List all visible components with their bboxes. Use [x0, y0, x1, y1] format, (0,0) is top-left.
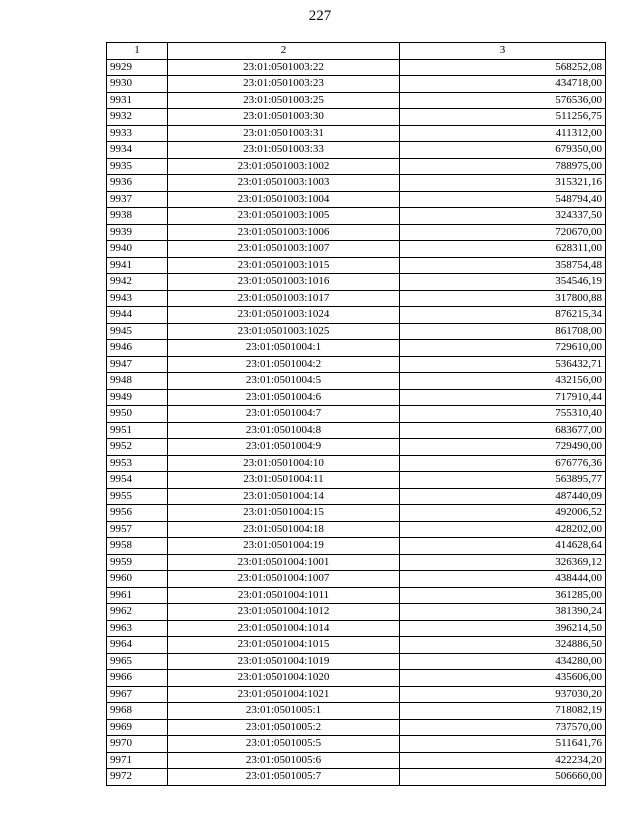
cadastral-number-cell: 23:01:0501004:2: [168, 356, 400, 373]
row-number-cell: 9955: [107, 488, 168, 505]
cadastral-number-cell: 23:01:0501003:1004: [168, 191, 400, 208]
row-number-cell: 9968: [107, 703, 168, 720]
cadastral-number-cell: 23:01:0501004:1012: [168, 604, 400, 621]
value-cell: 438444,00: [400, 571, 606, 588]
value-cell: 576536,00: [400, 92, 606, 109]
table-body: [107, 59, 606, 785]
cadastral-number-cell: 23:01:0501004:9: [168, 439, 400, 456]
value-cell: 788975,00: [400, 158, 606, 175]
row-number-cell: 9966: [107, 670, 168, 687]
cadastral-number-cell: 23:01:0501003:31: [168, 125, 400, 142]
cadastral-number-cell: 23:01:0501004:1007: [168, 571, 400, 588]
row-number-cell: 9971: [107, 752, 168, 769]
table-row: [107, 109, 606, 126]
table-row: [107, 703, 606, 720]
value-cell: 414628,64: [400, 538, 606, 555]
table-row: [107, 488, 606, 505]
table-row: [107, 620, 606, 637]
value-cell: 937030,20: [400, 686, 606, 703]
cadastral-number-cell: 23:01:0501003:1017: [168, 290, 400, 307]
row-number-cell: 9952: [107, 439, 168, 456]
table-row: [107, 340, 606, 357]
table-row: [107, 587, 606, 604]
value-cell: 381390,24: [400, 604, 606, 621]
row-number-cell: 9957: [107, 521, 168, 538]
value-cell: 720670,00: [400, 224, 606, 241]
cadastral-number-cell: 23:01:0501004:1001: [168, 554, 400, 571]
table-row: [107, 373, 606, 390]
cadastral-number-cell: 23:01:0501003:1007: [168, 241, 400, 258]
row-number-cell: 9942: [107, 274, 168, 291]
row-number-cell: 9943: [107, 290, 168, 307]
table-row: [107, 472, 606, 489]
table-row: [107, 92, 606, 109]
row-number-cell: 9963: [107, 620, 168, 637]
table-row: [107, 752, 606, 769]
table-row: [107, 290, 606, 307]
value-cell: 324886,50: [400, 637, 606, 654]
row-number-cell: 9969: [107, 719, 168, 736]
table-row: [107, 274, 606, 291]
cadastral-number-cell: 23:01:0501003:1024: [168, 307, 400, 324]
value-cell: 435606,00: [400, 670, 606, 687]
row-number-cell: 9931: [107, 92, 168, 109]
table-row: [107, 389, 606, 406]
row-number-cell: 9936: [107, 175, 168, 192]
cadastral-number-cell: 23:01:0501004:5: [168, 373, 400, 390]
table-row: [107, 538, 606, 555]
row-number-cell: 9934: [107, 142, 168, 159]
table-row: [107, 670, 606, 687]
cadastral-number-cell: 23:01:0501003:1025: [168, 323, 400, 340]
row-number-cell: 9961: [107, 587, 168, 604]
value-cell: 729610,00: [400, 340, 606, 357]
value-cell: 361285,00: [400, 587, 606, 604]
value-cell: 492006,52: [400, 505, 606, 522]
row-number-cell: 9962: [107, 604, 168, 621]
cadastral-number-cell: 23:01:0501003:25: [168, 92, 400, 109]
cadastral-number-cell: 23:01:0501004:1020: [168, 670, 400, 687]
value-cell: 718082,19: [400, 703, 606, 720]
table-row: [107, 59, 606, 76]
value-cell: 511256,75: [400, 109, 606, 126]
value-cell: 729490,00: [400, 439, 606, 456]
data-table: [106, 42, 606, 786]
value-cell: 536432,71: [400, 356, 606, 373]
cadastral-number-cell: 23:01:0501005:7: [168, 769, 400, 786]
cadastral-number-cell: 23:01:0501003:1015: [168, 257, 400, 274]
row-number-cell: 9930: [107, 76, 168, 93]
value-cell: 861708,00: [400, 323, 606, 340]
value-cell: 628311,00: [400, 241, 606, 258]
column-header-3: 3: [400, 43, 606, 60]
cadastral-number-cell: 23:01:0501004:1: [168, 340, 400, 357]
table-row: [107, 125, 606, 142]
row-number-cell: 9948: [107, 373, 168, 390]
table-row: [107, 521, 606, 538]
row-number-cell: 9959: [107, 554, 168, 571]
value-cell: 676776,36: [400, 455, 606, 472]
value-cell: 511641,76: [400, 736, 606, 753]
value-cell: 326369,12: [400, 554, 606, 571]
row-number-cell: 9964: [107, 637, 168, 654]
table-row: [107, 439, 606, 456]
table-header-row: [107, 43, 606, 60]
table-row: [107, 208, 606, 225]
row-number-cell: 9938: [107, 208, 168, 225]
value-cell: 434718,00: [400, 76, 606, 93]
value-cell: 683677,00: [400, 422, 606, 439]
row-number-cell: 9944: [107, 307, 168, 324]
table-row: [107, 323, 606, 340]
value-cell: 568252,08: [400, 59, 606, 76]
row-number-cell: 9947: [107, 356, 168, 373]
row-number-cell: 9960: [107, 571, 168, 588]
row-number-cell: 9949: [107, 389, 168, 406]
cadastral-number-cell: 23:01:0501005:1: [168, 703, 400, 720]
cadastral-number-cell: 23:01:0501004:10: [168, 455, 400, 472]
row-number-cell: 9937: [107, 191, 168, 208]
value-cell: 411312,00: [400, 125, 606, 142]
cadastral-number-cell: 23:01:0501004:7: [168, 406, 400, 423]
row-number-cell: 9958: [107, 538, 168, 555]
value-cell: 679350,00: [400, 142, 606, 159]
value-cell: 432156,00: [400, 373, 606, 390]
table-row: [107, 637, 606, 654]
table-row: [107, 224, 606, 241]
table-row: [107, 257, 606, 274]
value-cell: 434280,00: [400, 653, 606, 670]
value-cell: 755310,40: [400, 406, 606, 423]
value-cell: 563895,77: [400, 472, 606, 489]
cadastral-number-cell: 23:01:0501003:1003: [168, 175, 400, 192]
row-number-cell: 9945: [107, 323, 168, 340]
row-number-cell: 9951: [107, 422, 168, 439]
row-number-cell: 9954: [107, 472, 168, 489]
row-number-cell: 9946: [107, 340, 168, 357]
table-row: [107, 686, 606, 703]
row-number-cell: 9970: [107, 736, 168, 753]
row-number-cell: 9941: [107, 257, 168, 274]
cadastral-number-cell: 23:01:0501003:1005: [168, 208, 400, 225]
table-row: [107, 175, 606, 192]
table-row: [107, 769, 606, 786]
value-cell: 506660,00: [400, 769, 606, 786]
cadastral-number-cell: 23:01:0501003:1006: [168, 224, 400, 241]
value-cell: 428202,00: [400, 521, 606, 538]
row-number-cell: 9932: [107, 109, 168, 126]
cadastral-number-cell: 23:01:0501004:1015: [168, 637, 400, 654]
table-row: [107, 736, 606, 753]
cadastral-number-cell: 23:01:0501003:1016: [168, 274, 400, 291]
value-cell: 487440,09: [400, 488, 606, 505]
table-row: [107, 307, 606, 324]
row-number-cell: 9950: [107, 406, 168, 423]
cadastral-number-cell: 23:01:0501005:2: [168, 719, 400, 736]
cadastral-number-cell: 23:01:0501003:30: [168, 109, 400, 126]
cadastral-number-cell: 23:01:0501003:23: [168, 76, 400, 93]
cadastral-number-cell: 23:01:0501004:1019: [168, 653, 400, 670]
cadastral-number-cell: 23:01:0501004:6: [168, 389, 400, 406]
table-row: [107, 191, 606, 208]
value-cell: 317800,88: [400, 290, 606, 307]
value-cell: 358754,48: [400, 257, 606, 274]
value-cell: 324337,50: [400, 208, 606, 225]
row-number-cell: 9967: [107, 686, 168, 703]
table-row: [107, 422, 606, 439]
row-number-cell: 9929: [107, 59, 168, 76]
value-cell: 876215,34: [400, 307, 606, 324]
table-row: [107, 142, 606, 159]
cadastral-number-cell: 23:01:0501005:5: [168, 736, 400, 753]
cadastral-number-cell: 23:01:0501004:19: [168, 538, 400, 555]
value-cell: 354546,19: [400, 274, 606, 291]
row-number-cell: 9933: [107, 125, 168, 142]
value-cell: 396214,50: [400, 620, 606, 637]
table-row: [107, 356, 606, 373]
table-row: [107, 406, 606, 423]
cadastral-number-cell: 23:01:0501004:1021: [168, 686, 400, 703]
row-number-cell: 9953: [107, 455, 168, 472]
row-number-cell: 9972: [107, 769, 168, 786]
table-row: [107, 455, 606, 472]
column-header-1: 1: [107, 43, 168, 60]
cadastral-number-cell: 23:01:0501003:1002: [168, 158, 400, 175]
table-row: [107, 571, 606, 588]
row-number-cell: 9935: [107, 158, 168, 175]
value-cell: 737570,00: [400, 719, 606, 736]
cadastral-number-cell: 23:01:0501004:18: [168, 521, 400, 538]
cadastral-number-cell: 23:01:0501004:11: [168, 472, 400, 489]
cadastral-number-cell: 23:01:0501004:14: [168, 488, 400, 505]
table-row: [107, 158, 606, 175]
column-header-2: 2: [168, 43, 400, 60]
table-row: [107, 604, 606, 621]
table-row: [107, 76, 606, 93]
cadastral-number-cell: 23:01:0501003:33: [168, 142, 400, 159]
value-cell: 717910,44: [400, 389, 606, 406]
value-cell: 422234,20: [400, 752, 606, 769]
page-number: 227: [308, 8, 332, 24]
value-cell: 315321,16: [400, 175, 606, 192]
cadastral-number-cell: 23:01:0501004:15: [168, 505, 400, 522]
cadastral-number-cell: 23:01:0501004:1014: [168, 620, 400, 637]
row-number-cell: 9965: [107, 653, 168, 670]
table-row: [107, 505, 606, 522]
table-row: [107, 719, 606, 736]
row-number-cell: 9940: [107, 241, 168, 258]
cadastral-number-cell: 23:01:0501003:22: [168, 59, 400, 76]
cadastral-number-cell: 23:01:0501005:6: [168, 752, 400, 769]
row-number-cell: 9956: [107, 505, 168, 522]
table-row: [107, 554, 606, 571]
value-cell: 548794,40: [400, 191, 606, 208]
cadastral-number-cell: 23:01:0501004:1011: [168, 587, 400, 604]
cadastral-number-cell: 23:01:0501004:8: [168, 422, 400, 439]
table-row: [107, 241, 606, 258]
row-number-cell: 9939: [107, 224, 168, 241]
table-row: [107, 653, 606, 670]
